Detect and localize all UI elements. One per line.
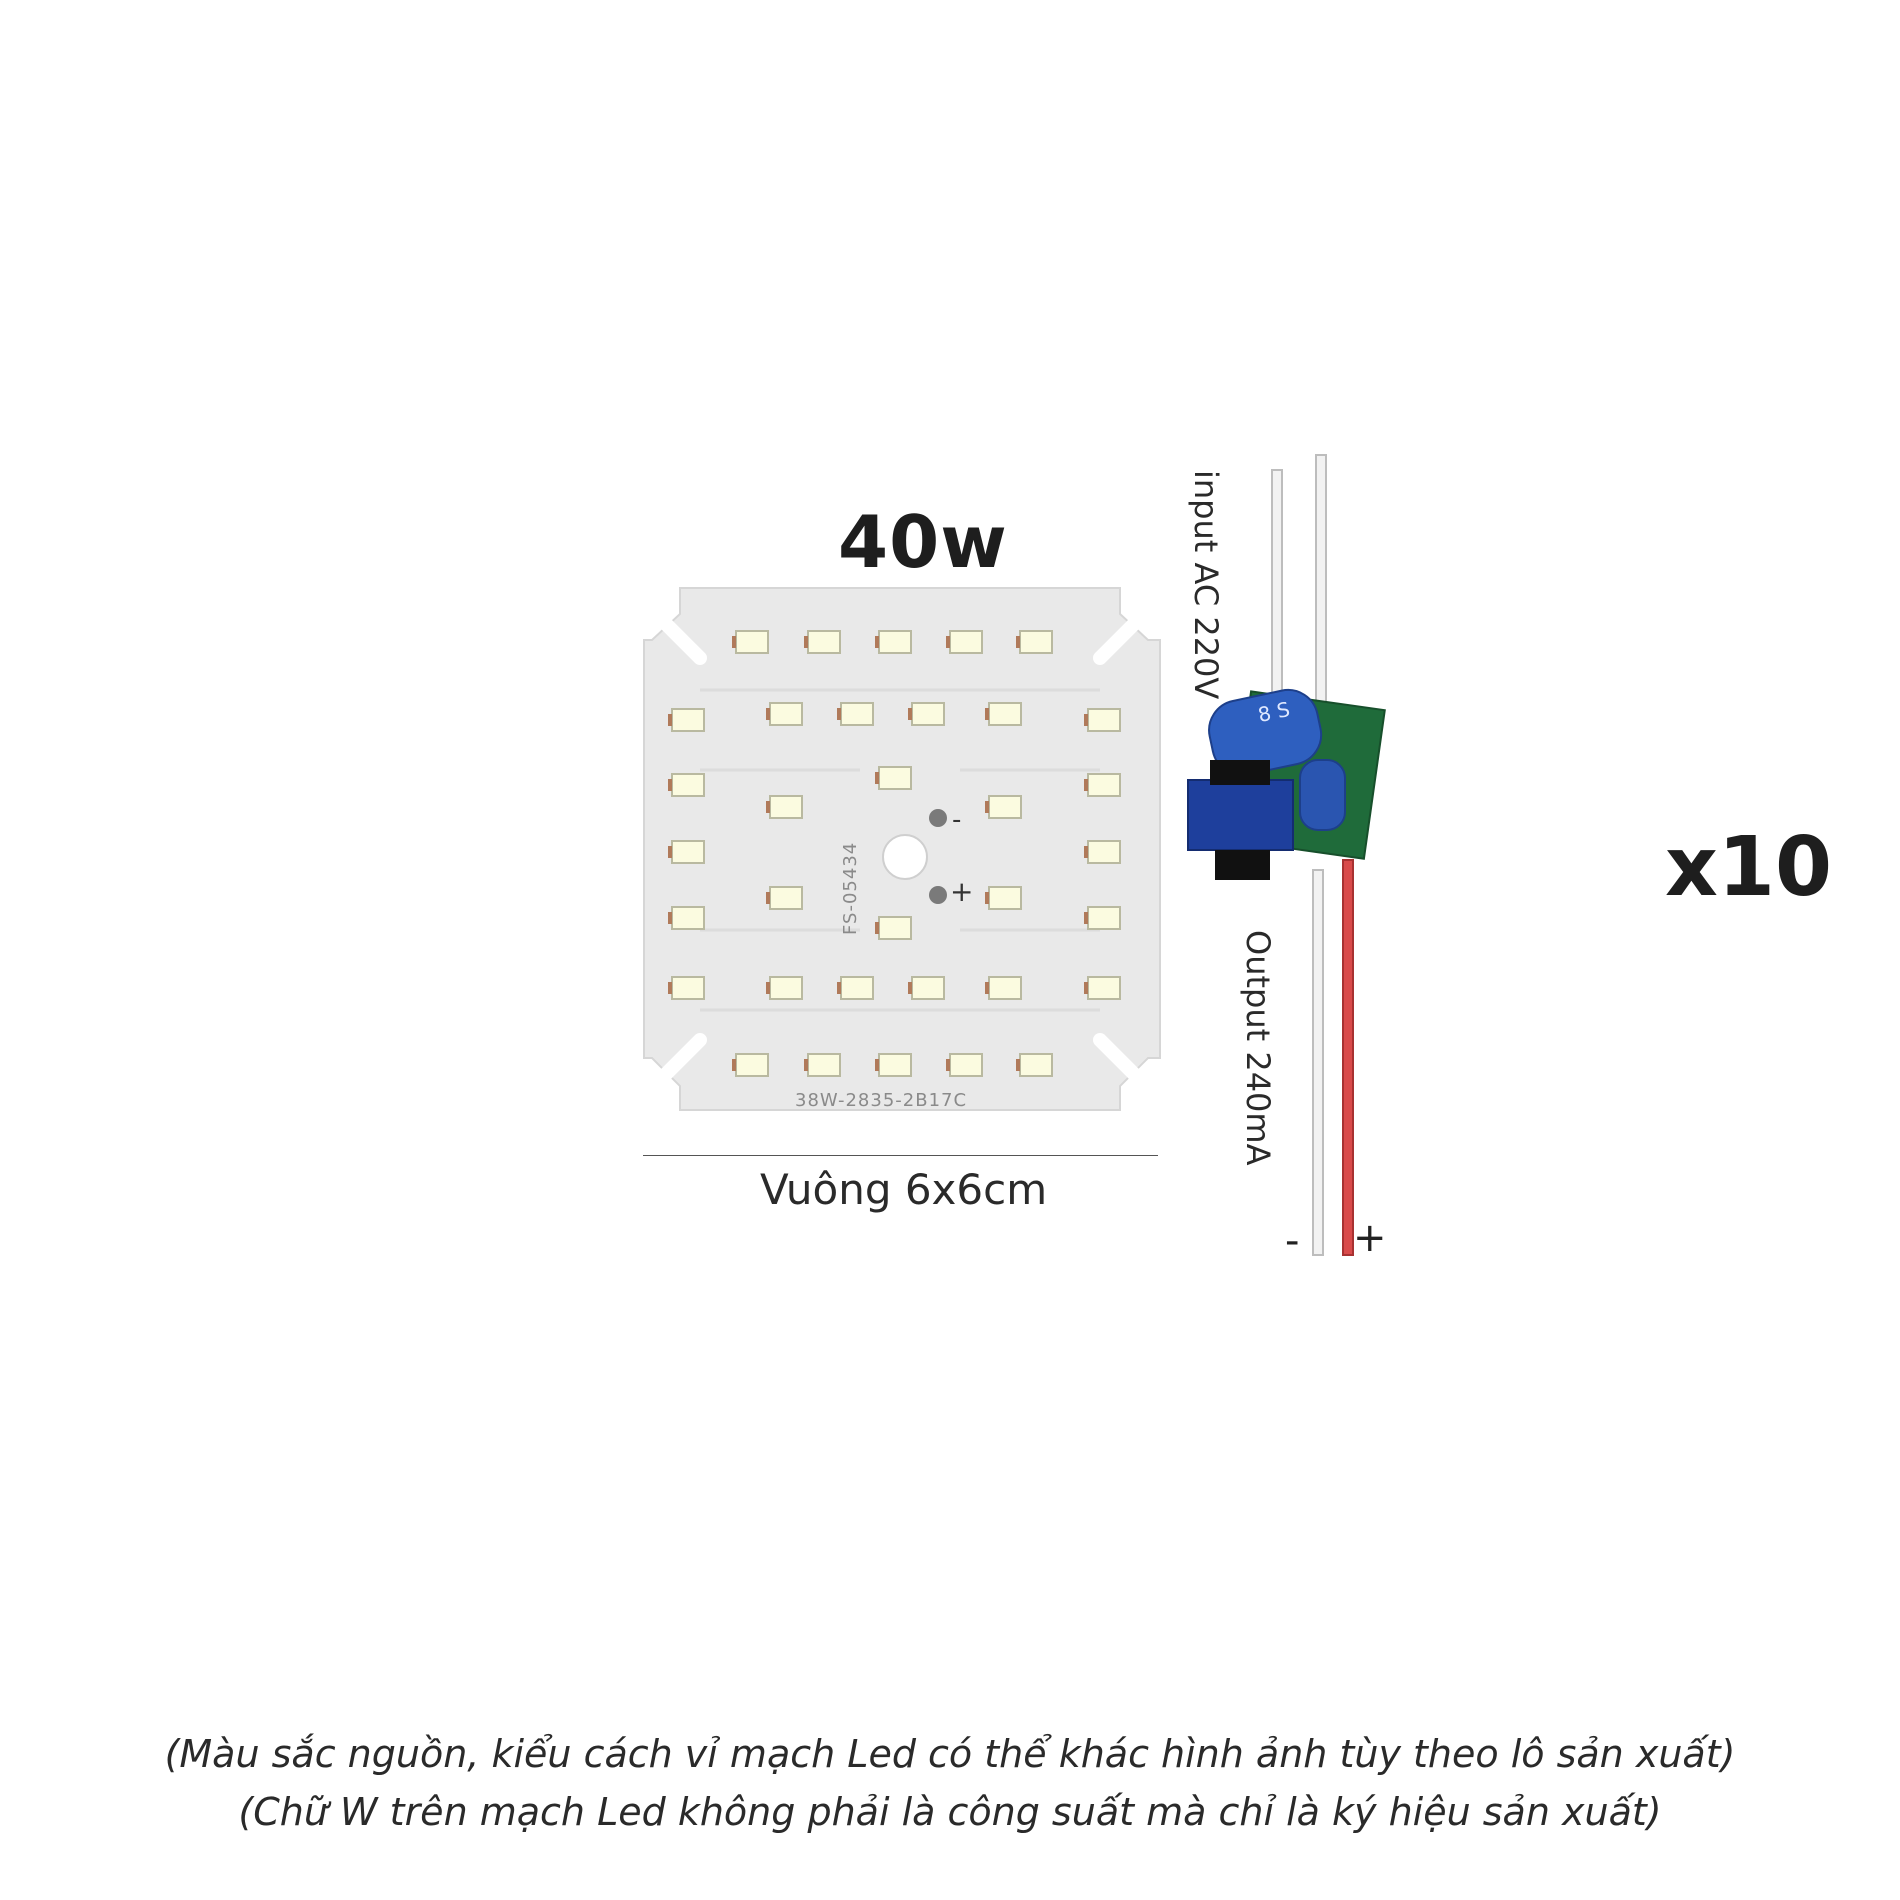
led-terminal	[766, 982, 770, 994]
led-terminal	[1084, 779, 1088, 791]
led-terminal	[908, 708, 912, 720]
led-terminal	[985, 982, 989, 994]
transformer	[1188, 780, 1293, 850]
led-terminal	[1016, 1059, 1020, 1071]
led-terminal	[875, 922, 879, 934]
led-chip	[672, 709, 704, 731]
mount-hole	[883, 835, 927, 879]
led-chip	[879, 767, 911, 789]
led-chip	[1088, 907, 1120, 929]
led-terminal	[875, 636, 879, 648]
led-terminal	[875, 1059, 879, 1071]
dimension-line	[643, 1155, 1158, 1156]
pcb-code-text: 38W-2835-2B17C	[795, 1090, 968, 1111]
led-terminal	[668, 982, 672, 994]
led-chip	[1088, 709, 1120, 731]
led-chip	[989, 977, 1021, 999]
led-chip	[879, 631, 911, 653]
led-terminal	[837, 708, 841, 720]
led-terminal	[766, 892, 770, 904]
caption-line-2: (Chữ W trên mạch Led không phải là công suất mà chỉ là ký hiệu sản xuất)	[238, 1790, 1662, 1834]
input-wire-2	[1316, 455, 1326, 705]
led-terminal	[1084, 912, 1088, 924]
led-chip	[770, 796, 802, 818]
led-chip	[1020, 631, 1052, 653]
led-terminal	[875, 772, 879, 784]
led-chip	[1020, 1054, 1052, 1076]
led-chip	[841, 977, 873, 999]
led-terminal	[946, 636, 950, 648]
led-terminal	[1084, 982, 1088, 994]
led-terminal	[804, 636, 808, 648]
led-terminal	[837, 982, 841, 994]
led-chip	[841, 703, 873, 725]
led-chip	[808, 1054, 840, 1076]
led-chip	[950, 1054, 982, 1076]
led-terminal	[985, 801, 989, 813]
led-terminal	[732, 1059, 736, 1071]
led-terminal	[668, 714, 672, 726]
pcb-id-text: FS-05434	[840, 841, 861, 935]
led-terminal	[1084, 846, 1088, 858]
led-chip	[1088, 841, 1120, 863]
led-chip	[950, 631, 982, 653]
driver-minus-label: -	[1285, 1218, 1300, 1264]
led-chip	[770, 703, 802, 725]
board-size-label: Vuông 6x6cm	[760, 1165, 1048, 1214]
board-power-label: 40w	[838, 500, 1008, 584]
led-chip	[1088, 977, 1120, 999]
output-wire-positive	[1343, 860, 1353, 1255]
led-terminal	[804, 1059, 808, 1071]
pad-minus	[929, 809, 947, 827]
driver-input-label: input AC 220V	[1187, 470, 1225, 700]
pad-plus-label: +	[950, 875, 974, 908]
caption-line-1: (Màu sắc nguồn, kiểu cách vỉ mạch Led có thể khác hình ảnh tùy theo lô sản xuất)	[164, 1732, 1736, 1776]
led-chip	[672, 841, 704, 863]
led-terminal	[1084, 714, 1088, 726]
driver-output-label: Output 240mA	[1239, 930, 1277, 1166]
quantity-label: x10	[1665, 820, 1833, 915]
pad-minus-label: -	[952, 805, 962, 835]
led-chip	[672, 977, 704, 999]
led-chip	[672, 907, 704, 929]
led-chip	[808, 631, 840, 653]
led-chip	[736, 1054, 768, 1076]
led-chip	[770, 977, 802, 999]
led-terminal	[985, 892, 989, 904]
led-board	[644, 588, 1160, 1110]
led-chip	[989, 796, 1021, 818]
led-terminal	[946, 1059, 950, 1071]
capacitor-small	[1300, 760, 1345, 830]
led-terminal	[985, 708, 989, 720]
led-chip	[879, 1054, 911, 1076]
transformer-core	[1210, 760, 1270, 785]
led-terminal	[908, 982, 912, 994]
led-chip	[912, 977, 944, 999]
driver-plus-label: +	[1353, 1215, 1387, 1261]
output-wire-negative	[1313, 870, 1323, 1255]
led-chip	[989, 703, 1021, 725]
pad-plus	[929, 886, 947, 904]
led-chip	[672, 774, 704, 796]
led-terminal	[766, 708, 770, 720]
led-chip	[879, 917, 911, 939]
transformer-core-bottom	[1215, 850, 1270, 880]
led-terminal	[668, 846, 672, 858]
led-chip	[736, 631, 768, 653]
input-wire-1	[1272, 470, 1282, 710]
led-chip	[912, 703, 944, 725]
led-terminal	[766, 801, 770, 813]
led-terminal	[1016, 636, 1020, 648]
led-chip	[1088, 774, 1120, 796]
led-chip	[989, 887, 1021, 909]
led-chip	[770, 887, 802, 909]
led-terminal	[668, 779, 672, 791]
led-terminal	[732, 636, 736, 648]
led-terminal	[668, 912, 672, 924]
capacitor-marking: 8 S	[1255, 696, 1292, 728]
